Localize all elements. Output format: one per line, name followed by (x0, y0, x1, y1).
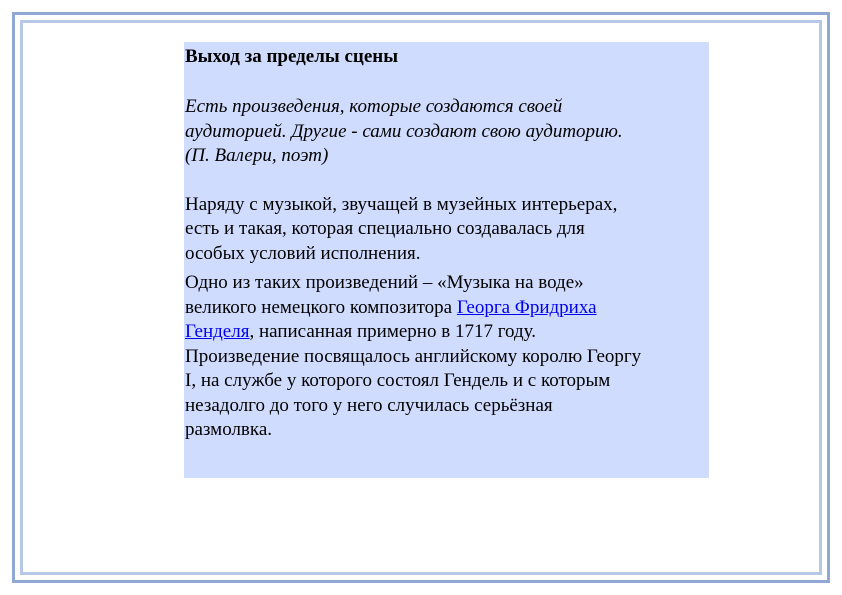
paragraph-line: есть и такая, которая специально создавалась для (185, 218, 585, 239)
paragraph-line: Наряду с музыкой, звучащей в музейных интерьерах, (185, 193, 618, 215)
handel-link-part[interactable]: Георга Фридриха (456, 296, 597, 318)
paragraph-handel (185, 271, 709, 443)
handel-link-part[interactable]: Генделя (185, 321, 250, 342)
epigraph-line: Есть произведения, которые создаются своей (185, 96, 563, 117)
paragraph-line: Произведение посвящалось английскому королю Георгу (185, 345, 642, 367)
paragraph-line: незадолго до того у него случилась серьёзная (185, 394, 553, 416)
paragraph-line: особых условий исполнения. (185, 242, 421, 264)
epigraph-attribution: (П. Валери, поэт) (185, 145, 329, 166)
paragraph-intro (185, 193, 709, 267)
epigraph-line: аудиторией. Другие - сами создают свою аудиторию. (185, 120, 623, 142)
paragraph-line: I, на службе у которого состоял Гендель и с которым (185, 370, 611, 391)
paragraph-line: великого немецкого композитора (185, 296, 457, 318)
paragraph-line: Одно из таких произведений – «Музыка на воде» (185, 272, 584, 293)
epigraph-quote (185, 95, 709, 169)
slide-title: Выход за пределы сцены (185, 46, 399, 67)
paragraph-line: размолвка. (185, 419, 273, 440)
text-box (184, 42, 709, 478)
paragraph-line: , написанная примерно в 1717 году. (249, 321, 536, 342)
